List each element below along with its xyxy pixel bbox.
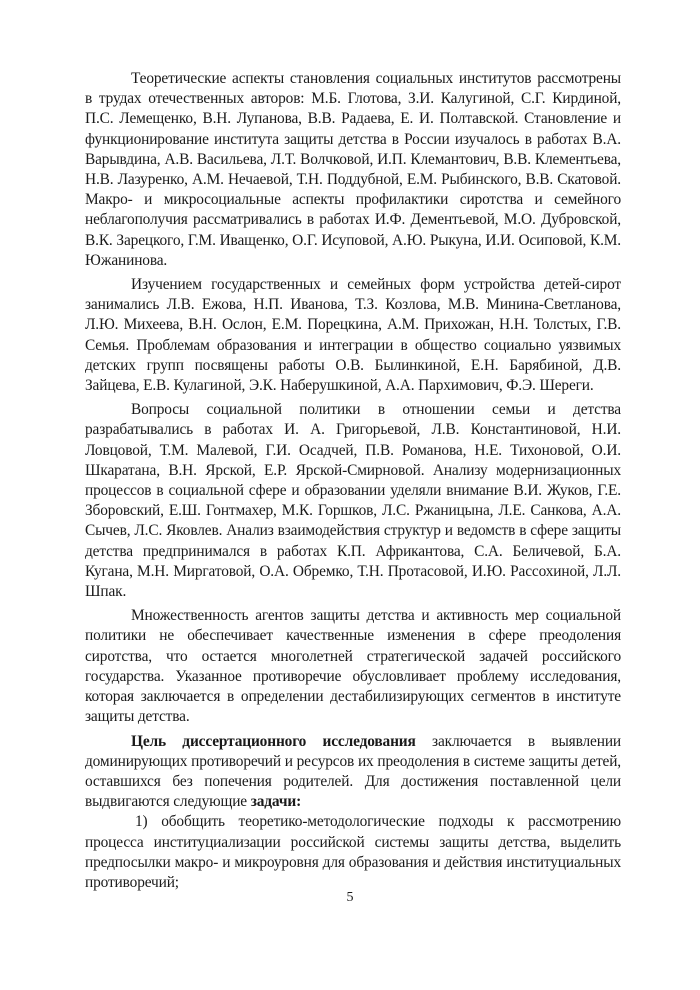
- paragraph-placement-forms: Изучением государственных и семейных форм устройства детей-сирот занимались Л.В. Ежова, Н.П. Иванова, Т.З. Козлова, М.В. Минина-Светланова, Л.Ю. Михеева, В.Н. Ослон, Е.М. Порецкина, А.М. Прихожан, Н.Н. Толстых, Г.В. Семья. Проблемам образования и интеграции в общество социально уязвимых детских групп посвящены работы О.В. Былинкиной, Е.Н. Барябиной, Д.В. Зайцева, Е.В. Кулагиной, Э.К. Наберушкиной, А.А. Пархимович, Ф.Э. Шереги.: [85, 276, 621, 395]
- page-number: 5: [346, 890, 354, 905]
- task-item-1: 1) обобщить теоретико-методологические подходы к рассмотрению процесса институциализации российской системы защиты детства, выделить предпосылки макро- и микроуровня для образования и действия институциальных противоречий;: [85, 813, 621, 891]
- goal-bold-lead: Цель диссертационного исследования: [131, 732, 416, 750]
- goal-text: заключается в выявлении доминирующих противоречий и ресурсов их преодоления в системе защиты детей, оставшихся без попечения родителей. Для достижения поставленной цели выдвигаются следующие: [85, 732, 621, 811]
- body-text: [85, 69, 621, 893]
- paragraph-research-goal: [85, 732, 621, 813]
- paragraph-research-problem: Множественность агентов защиты детства и активность мер социальной политики не обеспечивает качественные изменения в сфере преодоления сиротства, что остается многолетней стратегической задачей российского государства. Указанное противоречие обусловливает проблему исследования, которая заключается в определении дестабилизирующих сегментов в институте защиты детства.: [85, 607, 621, 726]
- tasks-bold-label: задачи:: [250, 793, 302, 811]
- paragraph-theoretical-aspects: Теоретические аспекты становления социальных институтов рассмотрены в трудах отечественных авторов: М.Б. Глотова, З.И. Калугиной, С.Г. Кирдиной, П.С. Лемещенко, В.Н. Лупанова, В.В. Радаева, Е. И. Полтавской. Становление и функционирование института защиты детства в России изучалось в работах В.А. Варывдина, А.В. Васильева, Л.Т. Волчковой, И.П. Клемантович, В.В. Клементьева, Н.В. Лазуренко, А.М. Нечаевой, Т.Н. Поддубной, Е.М. Рыбинского, В.В. Скатовой. Макро- и микросоциальные аспекты профилактики сиротства и семейного неблагополучия рассматривались в работах И.Ф. Дементьевой, М.О. Дубровской, В.К. Зарецкого, Г.М. Иващенко, О.Г. Исуповой, А.Ю. Рыкуна, И.И. Осиповой, К.М. Южанинова.: [85, 70, 621, 269]
- paragraph-social-policy: Вопросы социальной политики в отношении семьи и детства разрабатывались в работах И. А. Григорьевой, Л.В. Константиновой, Н.И. Ловцовой, Т.М. Малевой, Г.И. Осадчей, П.В. Романова, Н.Е. Тихоновой, О.И. Шкаратана, В.Н. Ярской, Е.Р. Ярской-Смирновой. Анализу модернизационных процессов в социальной сфере и образовании уделяли внимание В.И. Жуков, Г.Е. Зборовский, Е.Ш. Гонтмахер, М.К. Горшков, Л.С. Ржаницына, Л.Е. Санкова, А.А. Сычев, Л.С. Яковлев. Анализ взаимодействия структур и ведомств в сфере защиты детства предпринимался в работах К.П. Африкантова, С.А. Беличевой, Б.А. Кугана, М.Н. Миргатовой, О.А. Обремко, Т.Н. Протасовой, И.Ю. Рассохиной, Л.Л. Шпак.: [85, 401, 621, 601]
